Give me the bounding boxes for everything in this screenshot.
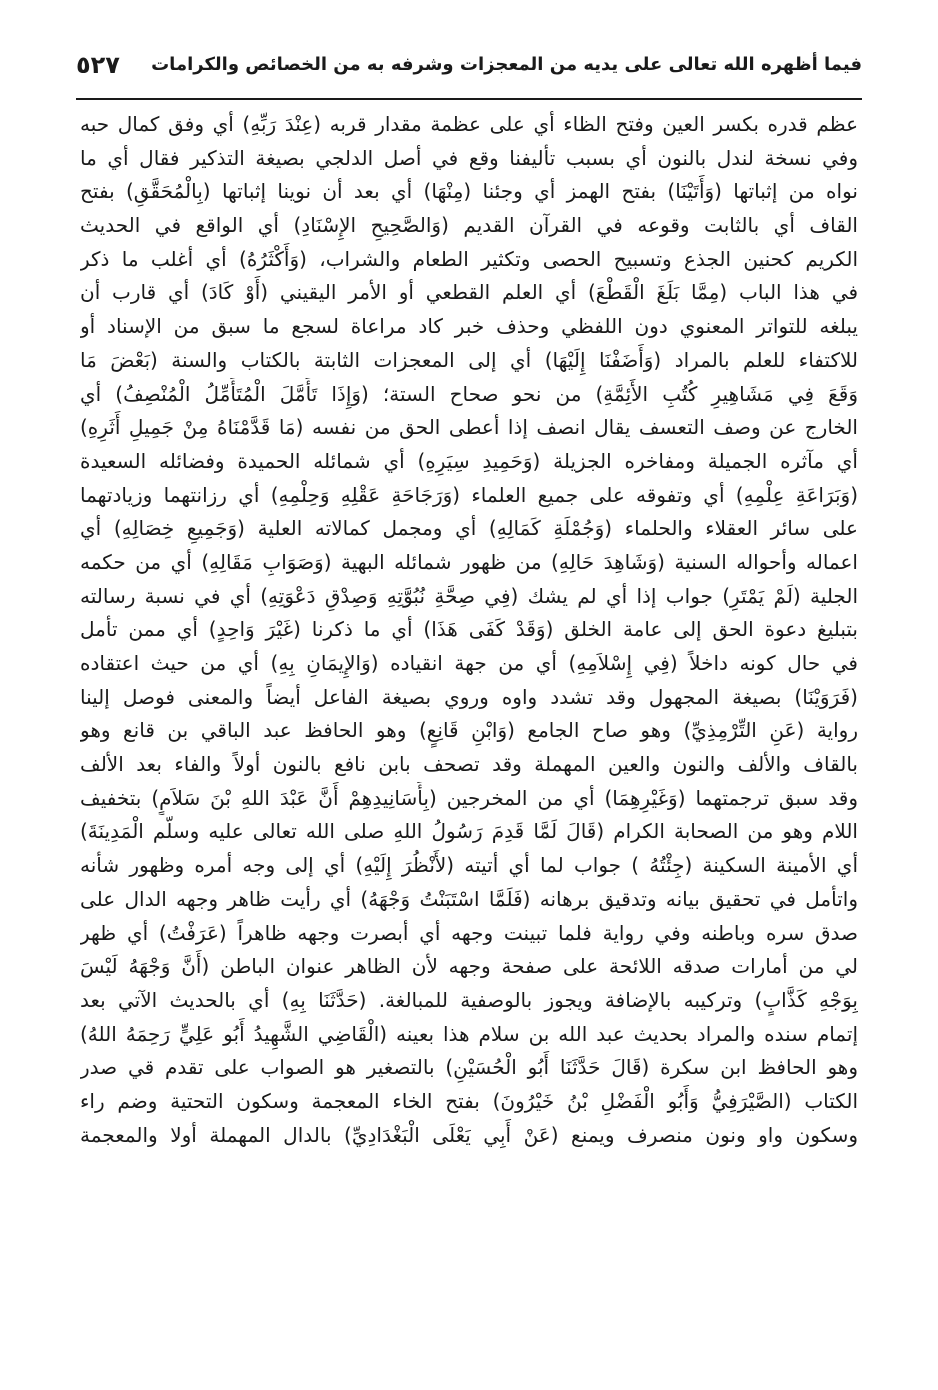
text-line: إتمام سنده والمراد بحديث عبد الله بن سلام هذا بعينه (الْقَاضِي الشَّهِيدُ أَبُو عَلِيٍّ رَحِمَهُ اللهُ) <box>80 1021 858 1046</box>
text-line: وَقَعَ فِي مَشَاهِيرِ كُتُبِ الأَئِمَّةِ) من نحو صحاح الستة؛ (وَإِذَا تَأَمَّلَ الْمُتَأَمِّلُ الْمُنْصِفُ) أي <box>80 381 858 406</box>
page-number: ٥٢٧ <box>76 51 120 79</box>
text-line: (وَبَرَاعَةِ عِلْمِهِ) أي وتفوقه على جميع العلماء (وَرَجَاحَةِ عَقْلِهِ وَحِلْمِهِ) أي رزانتهما وزيادتهما <box>80 482 858 507</box>
text-line: لي من أمارات صدقه اللائحة على صفحة وجهه لأن الظاهر عنوان الباطن (أَنَّ وَجْهَهُ لَيْسَ <box>80 954 858 979</box>
text-line: بتبليغ دعوة الحق إلى عامة الخلق (وَقَدْ كَفَى هَذَا) أي ما ذكرنا (غَيْرَ وَاحِدٍ) أي ممن تأمل <box>80 617 858 642</box>
text-line: في هذا الباب (مِمَّا بَلَغَ الْقَطْعَ) أي العلم القطعي أو الأمر اليقيني (أَوْ كَادَ) أي قارب أن <box>80 280 858 305</box>
text-line: يبلغه للتواتر المعنوي دون اللفظي وحذف خبر كاد مراعاة لسجع ما سبق من الإسناد أو <box>80 314 858 339</box>
text-line: وسكون واو ونون منصرف ويمنع (عَنْ أَبِي يَعْلَى الْبَغْدَادِيِّ) بالدال المهملة أولا والمعجمة <box>80 1122 858 1147</box>
text-line: بِوَجْهِ كَذَّابٍ) وتركيبه بالإضافة ويجوز بالوصفية للمبالغة. (حَدَّثَنَا بِهِ) أي بالحديث الآتي بعد <box>80 987 858 1012</box>
text-line: في حال كونه داخلاً (فِي إِسْلاَمِهِ) أي من جهة انقياده (وَالإِيمَانِ بِهِ) أي من حيث اعتقاده <box>80 651 858 675</box>
body-text <box>80 108 858 1152</box>
text-line: الكريم كحنين الجذع وتسبيح الحصى وتكثير الطعام والشراب، (وَأَكْثَرُهُ) أي أغلب ما ذكر <box>80 246 858 271</box>
text-line: اعماله وأحواله السنية (وَشَاهِدَ حَالِهِ) من ظهور شمائله البهية (وَصَوَابِ مَقَالِهِ) أي من حكمه <box>80 549 858 574</box>
text-line: للاكتفاء للعلم بالمراد (وَأَضَفْنَا إِلَيْهَا) أي إلى المعجزات الثابتة بالكتاب والسنة (بَعْضَ مَا <box>80 347 858 372</box>
text-line: الخارج عن وصف التعسف يقال انصف إذا أعطى الحق من نفسه (مَا قَدَّمْنَاهُ مِنْ جَمِيلِ أَثَرِهِ) <box>80 415 858 440</box>
text-line: عظم قدره بكسر العين وفتح الظاء أي على عظمة مقدار قربه (عِنْدَ رَبِّهِ) أي وفق كمال حبه <box>80 112 858 136</box>
text-line: نواه من إثباتها (وَأَتَيْنَا) بفتح الهمز أي وجئنا (مِنْهَا) أي بعد أن نوينا إثباتها (بِالْمُحَقَّقِ) بفتح <box>80 179 858 204</box>
text-line: على سائر العقلاء والحلماء (وَجُمْلَةِ كَمَالِهِ) أي ومجمل كمالاته العلية (وَجَمِيعِ خِصَالِهِ) أي <box>80 516 858 541</box>
text-line: القاف أي بالثابت وقوعه في القرآن القديم (وَالصَّحِيحِ الإِسْنَادِ) أي الواقع في الحديث <box>80 213 858 238</box>
header-rule <box>76 98 862 100</box>
text-line: أي مآثره الجميلة ومفاخره الجزيلة (وَحَمِيدِ سِيَرِهِ) أي شمائله الحميدة وفضائله السعيدة <box>80 448 858 473</box>
text-line: رواية (عَنِ التِّرْمِذِيِّ) وهو صاح الجامع (وَابْنِ قَانِعٍ) وهو الحافظ عبد الباقي بن قانع وهو <box>80 718 858 743</box>
text-line: الكتاب (الصَّيْرَفِيُّ وَأَبُو الْفَضْلِ بْنُ خَيْرُونَ) بفتح الخاء المعجمة وسكون التحتية وضم راء <box>80 1088 858 1113</box>
running-title: فيما أظهره الله تعالى على يديه من المعجزات وشرفه به من الخصائص والكرامات <box>151 54 862 75</box>
text-line: واتأمل في تحقيق بيانه وتدقيق برهانه (فَلَمَّا اسْتَبَنْتُ وَجْهَهُ) أي رأيت ظاهر وجهه الدال على <box>80 886 858 911</box>
text-line: وقد سبق ترجمتهما (وَغَيْرِهِمَا) أي من المخرجين (بِأَسَانِيدِهِمْ أَنَّ عَبْدَ اللهِ بْنَ سَلاَمٍ) بتخفيف <box>80 785 858 810</box>
text-line: صدق سره وباطنه وفي رواية فلما تبينت وجهه أي أبصرت وجهه ظاهراً (عَرَفْتُ) أي ظهر <box>80 920 858 945</box>
text-line: (فَرَوَيْنَا) بصيغة المجهول وقد تشدد واوه وروي بصيغة الفاعل أيضاً والمعنى فوصل إلينا <box>80 684 858 709</box>
text-line: بالقاف والألف والنون والعين المهملة وقد تصحف بابن نافع بالنون أولاً والفاء بعد الألف <box>80 752 858 777</box>
text-line: اللام وهو من الصحابة الكرام (قَالَ لَمَّا قَدِمَ رَسُولُ اللهِ صلى الله تعالى عليه وسلّم الْمَدِينَةَ) <box>80 819 858 844</box>
text-line: وفي نسخة لندل بالنون أي بسبب تأليفنا وقع في أصل الدلجي بصيغة التذكير فقال أي ما <box>80 145 858 170</box>
text-line: الجلية (لَمْ يَمْتَرِ) جواب إذا أي لم يشك (فِي صِحَّةِ نُبُوَّتِهِ وَصِدْقِ دَعْوَتِهِ) أي في نسبة رسالته <box>80 583 858 608</box>
page-header <box>76 48 862 94</box>
text-line: أي الأمينة السكينة (جِئْتُهُ ) جواب لما أي أتيته (لأَنْظُرَ إِلَيْهِ) أي إلى وجه أمره وظهور شأنه <box>80 853 858 878</box>
text-line: وهو الحافظ ابن سكرة (قَالَ حَدَّثَنَا أَبُو الْحُسَيْنِ) بالتصغير هو الصواب على تقدم قي صدر <box>80 1055 858 1080</box>
